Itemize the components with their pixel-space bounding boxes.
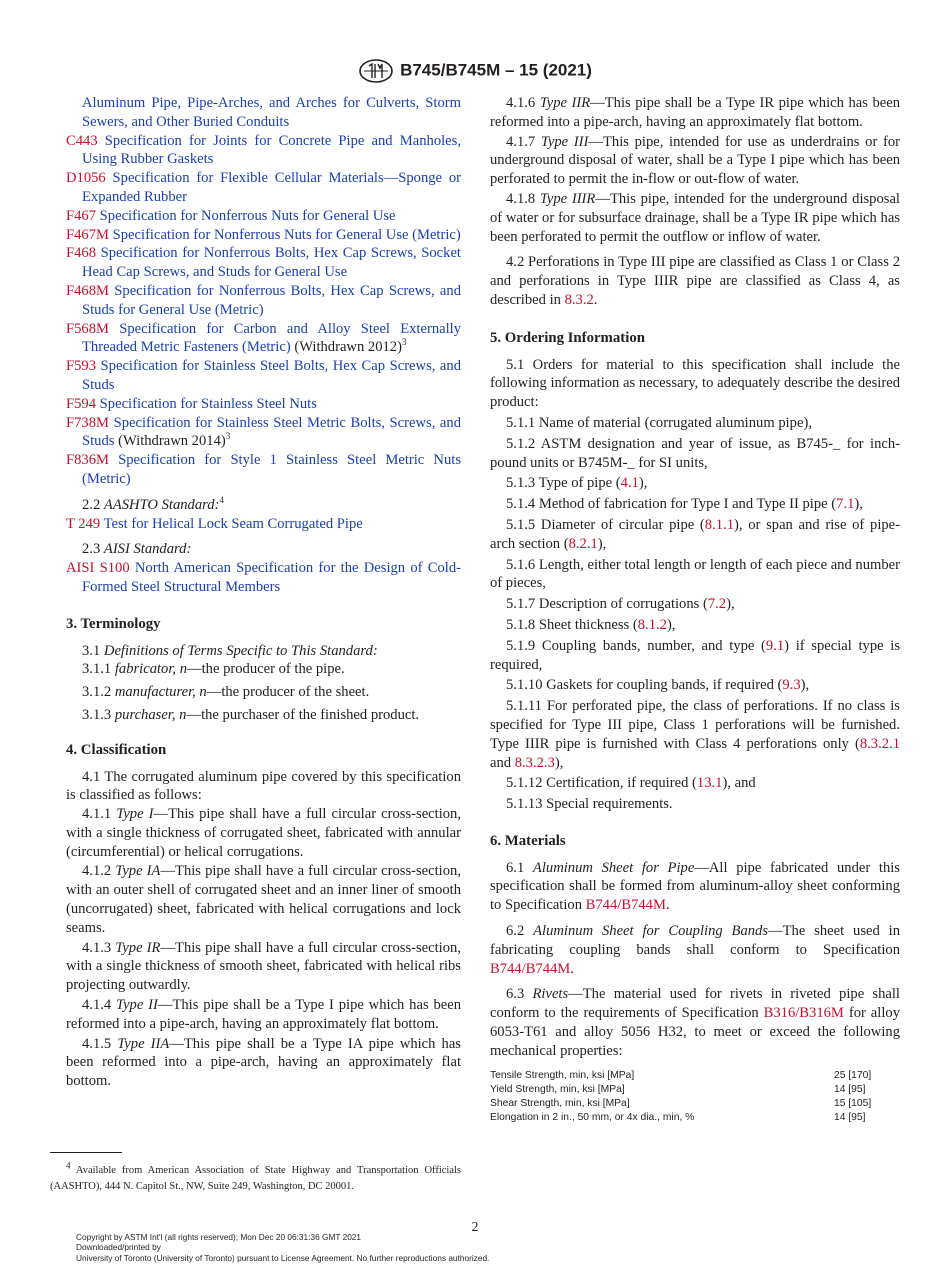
property-value: 25 [170]: [834, 1069, 872, 1081]
reference-item[interactable]: [66, 244, 461, 282]
section-link[interactable]: 8.1.2: [637, 616, 667, 633]
reference-item[interactable]: [66, 132, 461, 170]
section-link[interactable]: 8.3.2.1: [859, 735, 900, 752]
ordering-item: 5.1.2 ASTM designation and year of issue, as B745-_ for inch-pound units or B745M-_ for SI units,: [490, 435, 900, 471]
left-column: [66, 94, 461, 1091]
section-link[interactable]: 7.2: [707, 596, 727, 613]
section-heading-materials: 6. Materials: [490, 832, 566, 849]
reference-code[interactable]: F593: [66, 358, 97, 375]
link-b744-bands[interactable]: B744/B744M: [490, 960, 571, 977]
reference-code[interactable]: F738M: [66, 414, 109, 431]
classification-intro: 4.1 The corrugated aluminum pipe covered by this specification is classified as follows:: [66, 768, 461, 804]
definition-item: 3.1.2 manufacturer, n—the producer of the sheet.: [82, 684, 370, 701]
reference-title[interactable]: Specification for Joints for Concrete Pipe and Manholes, Using Rubber Gaskets: [82, 132, 461, 168]
material-aluminum-sheet-pipe: 6.1 Aluminum Sheet for Pipe—All pipe fabricated under this specification shall be formed from aluminum-alloy sheet conforming to Specification B744/B744M.: [490, 859, 900, 914]
reference-code[interactable]: F468: [66, 245, 97, 262]
section-link[interactable]: 8.2.1: [568, 535, 598, 552]
pipe-types-list-continued: [490, 94, 900, 246]
reference-item[interactable]: [66, 94, 461, 132]
copyright-notice: Copyright by ASTM Int'l (all rights reserved); Mon Dec 20 06:31:36 GMT 2021 Downloaded/printed by University of Toronto (University of Toronto) pursuant to License Agreement. No further reproductions authorized.: [76, 1232, 490, 1263]
property-label: Shear Strength, min, ksi [MPa]: [490, 1097, 630, 1109]
section-link[interactable]: 4.1: [620, 475, 639, 492]
section-link[interactable]: 13.1: [696, 775, 723, 792]
property-label: Tensile Strength, min, ksi [MPa]: [490, 1069, 635, 1081]
ordering-item: 5.1.5 Diameter of circular pipe (8.1.1), or span and rise of pipe-arch section (8.2.1),: [490, 516, 901, 552]
ordering-item: 5.1.12 Certification, if required (13.1), and: [506, 775, 756, 792]
section-heading-terminology: 3. Terminology: [66, 615, 161, 632]
reference-title[interactable]: Specification for Nonferrous Nuts for General Use (Metric): [112, 226, 461, 243]
link-b316[interactable]: B316/B316M: [763, 1005, 844, 1022]
property-row: [490, 1083, 900, 1097]
referenced-documents-list: [66, 94, 461, 489]
reference-withdrawn-note: (Withdrawn 2012): [290, 339, 402, 356]
ordering-items-list: [490, 414, 900, 814]
reference-code[interactable]: F568M: [66, 320, 109, 337]
definition-item: 3.1.1 fabricator, n—the producer of the pipe.: [82, 661, 345, 678]
material-coupling-bands: 6.2 Aluminum Sheet for Coupling Bands—The sheet used in fabricating coupling bands shall conform to Specification B744/B744M.: [490, 923, 900, 977]
reference-code[interactable]: F468M: [66, 282, 109, 299]
property-value: 14 [95]: [834, 1111, 866, 1123]
footnote-marker: 3: [401, 337, 407, 348]
reference-title[interactable]: Specification for Flexible Cellular Materials—Sponge or Expanded Rubber: [82, 170, 461, 205]
rivet-properties-table: [490, 1069, 900, 1125]
ordering-item: 5.1.8 Sheet thickness (8.1.2),: [506, 616, 676, 633]
reference-item[interactable]: [66, 226, 461, 245]
document-designation: B745/B745M – 15 (2021): [400, 60, 592, 80]
property-row: [490, 1069, 900, 1083]
definitions-list: [66, 660, 461, 724]
reference-item[interactable]: [66, 414, 461, 452]
footnote-divider: [50, 1152, 122, 1153]
section-link[interactable]: 7.1: [836, 496, 855, 513]
reference-aisi-s100[interactable]: AISI S100 North American Specification for the Design of Cold-Formed Steel Structural Members: [66, 560, 461, 595]
reference-item[interactable]: [66, 451, 461, 489]
pipe-type-item: 4.1.6 Type IIR—This pipe shall be a Type IR pipe which has been reformed into a pipe-arch, having an approximately flat bottom.: [490, 95, 900, 130]
page-number: 2: [471, 1220, 479, 1235]
reference-title[interactable]: Specification for Nonferrous Bolts, Hex Cap Screws, Socket Head Cap Screws, and Studs for General Use: [82, 245, 461, 281]
pipe-type-item: 4.1.7 Type III—This pipe, intended for use as underdrains or for underground disposal of water, shall be a Type I pipe which has been perforated to permit the in-flow or out-flow of water.: [490, 133, 900, 188]
section-link[interactable]: 8.3.2.3: [514, 754, 555, 771]
reference-code[interactable]: F594: [66, 395, 97, 412]
reference-title[interactable]: Specification for Nonferrous Bolts, Hex Cap Screws, and Studs for General Use (Metric): [82, 282, 461, 318]
reference-title[interactable]: Specification for Style 1 Stainless Steel Metric Nuts (Metric): [82, 452, 462, 487]
aashto-heading: 2.2 AASHTO Standard:$^4$: [82, 494, 224, 513]
reference-title[interactable]: Specification for Nonferrous Nuts for General Use: [99, 207, 396, 224]
reference-code[interactable]: F467: [66, 207, 97, 224]
pipe-type-item: 4.1.4 Type II—This pipe shall be a Type I pipe which has been reformed into a pipe-arch, having an approximately flat bottom.: [66, 997, 462, 1032]
ordering-item: 5.1.10 Gaskets for coupling bands, if required (9.3),: [506, 677, 810, 694]
reference-t249[interactable]: T 249 Test for Helical Lock Seam Corrugated Pipe: [66, 515, 363, 532]
ordering-item: 5.1.1 Name of material (corrugated aluminum pipe),: [506, 414, 812, 431]
reference-code[interactable]: C443: [66, 132, 98, 149]
ordering-item: 5.1.4 Method of fabrication for Type I and Type II pipe (7.1),: [506, 496, 863, 513]
section-heading-ordering: 5. Ordering Information: [490, 329, 645, 346]
property-value: 15 [105]: [834, 1097, 872, 1109]
reference-code[interactable]: D1056: [66, 170, 106, 187]
section-link[interactable]: 9.1: [765, 637, 785, 654]
aisi-heading: 2.3 AISI Standard:: [82, 541, 192, 558]
section-heading-classification: 4. Classification: [66, 741, 167, 758]
definitions-heading: 3.1 Definitions of Terms Specific to This Standard:: [82, 642, 378, 659]
ordering-intro: 5.1 Orders for material to this specification shall include the following information as necessary, to adequately describe the desired product:: [490, 356, 900, 411]
property-row: [490, 1111, 900, 1125]
reference-title[interactable]: Specification for Stainless Steel Metric Bolts, Screws, and Studs: [82, 414, 461, 450]
property-label: Yield Strength, min, ksi [MPa]: [490, 1083, 625, 1095]
section-link[interactable]: 8.1.1: [704, 516, 734, 533]
pipe-type-item: 4.1.5 Type IIA—This pipe shall be a Type IA pipe which has been reformed into a pipe-arch, having an approximately flat bottom.: [66, 1035, 461, 1090]
reference-title[interactable]: Specification for Carbon and Alloy Steel Externally Threaded Metric Fasteners (Metric): [82, 320, 461, 356]
ordering-item: 5.1.7 Description of corrugations (7.2),: [506, 596, 735, 613]
pipe-type-item: 4.1.3 Type IR—This pipe shall have a full circular cross-section, with a single thickness of smooth sheet, fabricated with helical ribs projecting outwardly.: [66, 939, 461, 994]
pipe-type-item: 4.1.8 Type IIIR—This pipe, intended for the underground disposal of water or for subsurface drainage, shall be a Type IR pipe which has been perforated to permit the outflow or inflow of water.: [490, 190, 900, 245]
reference-code[interactable]: F836M: [66, 452, 109, 469]
reference-item[interactable]: [66, 320, 461, 358]
ordering-item: 5.1.9 Coupling bands, number, and type (9.1) if special type is required,: [490, 637, 900, 673]
perforation-classes: 4.2 Perforations in Type III pipe are classified as Class 1 or Class 2 and perforations in Type IIIR pipe are classified as Class 4, as described in 8.3.2.: [490, 254, 900, 308]
astm-logo-icon: [358, 58, 394, 84]
pipe-type-item: 4.1.1 Type I—This pipe shall have a full circular cross-section, with a single thickness of corrugated sheet, fabricated with annular (circumferential) or helical corrugations.: [66, 806, 461, 860]
ordering-item: 5.1.3 Type of pipe (4.1),: [506, 475, 648, 492]
reference-title[interactable]: Specification for Stainless Steel Bolts, Hex Cap Screws, and Studs: [82, 358, 461, 393]
property-label: Elongation in 2 in., 50 mm, or 4x dia., min, %: [490, 1111, 695, 1123]
link-8-3-2[interactable]: 8.3.2: [564, 291, 594, 308]
reference-item[interactable]: [66, 395, 461, 414]
ordering-item: 5.1.6 Length, either total length or length of each piece and number of pieces,: [490, 556, 901, 592]
pipe-type-item: 4.1.2 Type IA—This pipe shall have a full circular cross-section, with an outer shell of corrugated sheet and an inner liner of smooth (uncorrugated) sheet, fabricated with helical corrugations and lock seams.: [66, 863, 461, 936]
reference-item[interactable]: [66, 357, 461, 395]
pipe-types-list: [66, 805, 461, 1091]
ordering-item: 5.1.13 Special requirements.: [506, 796, 673, 813]
ordering-item: 5.1.11 For perforated pipe, the class of perforations. If no class is specified for Type III pipe, Class 1 perforations will be furnished. Type IIIR pipe is furnished with Class 4 perforations only (8.3.2.1 and 8.3.2.3),: [490, 698, 900, 771]
page-header: [0, 58, 950, 84]
right-column: [490, 94, 900, 1125]
link-b744[interactable]: B744/B744M: [585, 897, 666, 914]
definition-item: 3.1.3 purchaser, n—the purchaser of the finished product.: [82, 706, 420, 723]
reference-title[interactable]: Specification for Stainless Steel Nuts: [99, 395, 317, 412]
reference-item[interactable]: [66, 169, 461, 207]
reference-code[interactable]: F467M: [66, 226, 109, 243]
reference-item[interactable]: [66, 207, 461, 226]
footnote-marker: 3: [225, 431, 231, 442]
reference-withdrawn-note: (Withdrawn 2014): [114, 433, 226, 450]
footnote-4: $^4$ Available from American Association of State Highway and Transportation Officials (AASHTO), 444 N. Capitol St., NW, Suite 249, Washington, DC 20001.: [50, 1160, 461, 1192]
reference-item[interactable]: [66, 282, 461, 320]
reference-title[interactable]: Aluminum Pipe, Pipe-Arches, and Arches for Culverts, Storm Sewers, and Other Buried Conduits: [82, 95, 461, 130]
property-row: [490, 1097, 900, 1111]
section-link[interactable]: 9.3: [782, 677, 801, 694]
material-rivets: 6.3 Rivets—The material used for rivets in riveted pipe shall conform to the requirements of Specification B316/B316M for alloy 6053-T61 and alloy 5056 H32, to meet or exceed the following mechanical properties:: [490, 986, 900, 1059]
property-value: 14 [95]: [834, 1083, 866, 1095]
